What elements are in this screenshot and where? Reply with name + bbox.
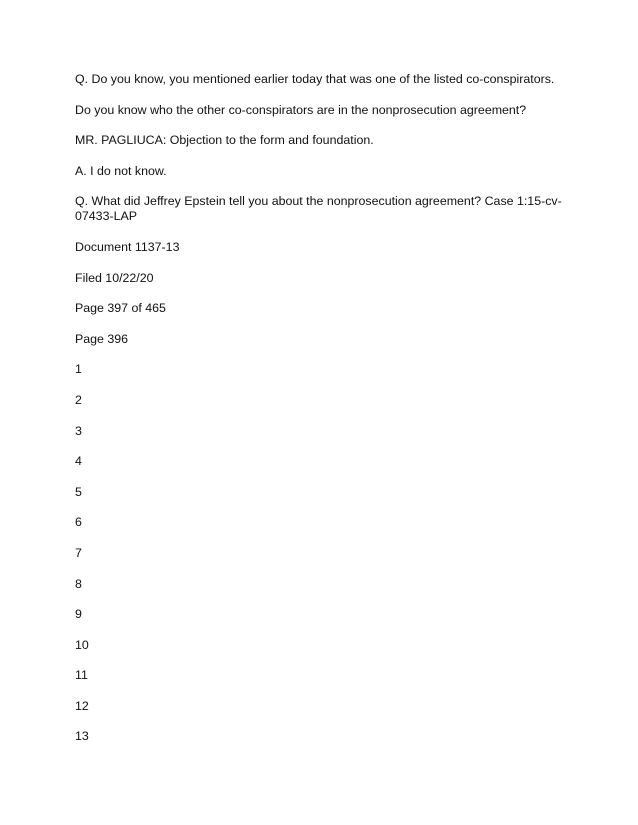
line-number: 3 (75, 423, 82, 438)
line-number-list (75, 362, 575, 744)
question-paragraph: Q. What did Jeffrey Epstein tell you about the nonprosecution agreement? Case 1:15-cv-07433-LAP (75, 194, 562, 224)
line-number: 2 (75, 392, 82, 407)
document-number: Document 1137-13 (75, 239, 180, 254)
question-paragraph: Do you know who the other co-conspirators are in the nonprosecution agreement? (75, 102, 527, 117)
line-number: 7 (75, 545, 82, 560)
line-number: 11 (75, 668, 88, 683)
filed-date: Filed 10/22/20 (75, 270, 154, 285)
page-content (75, 72, 575, 760)
line-number: 6 (75, 515, 82, 530)
transcript-page-number: Page 396 (75, 331, 129, 346)
line-number: 10 (75, 637, 89, 652)
line-number: 4 (75, 454, 82, 469)
line-number: 9 (75, 607, 82, 622)
question-paragraph: Q. Do you know, you mentioned earlier today that was one of the listed co-conspirators. (75, 72, 555, 86)
line-number: 5 (75, 484, 82, 499)
line-number: 12 (75, 698, 89, 713)
objection-paragraph: MR. PAGLIUCA: Objection to the form and foundation. (75, 133, 374, 148)
page-of-total: Page 397 of 465 (75, 301, 166, 316)
line-number: 8 (75, 576, 82, 591)
answer-paragraph: A. I do not know. (75, 163, 167, 178)
line-number: 13 (75, 729, 89, 744)
line-number: 1 (75, 362, 82, 377)
